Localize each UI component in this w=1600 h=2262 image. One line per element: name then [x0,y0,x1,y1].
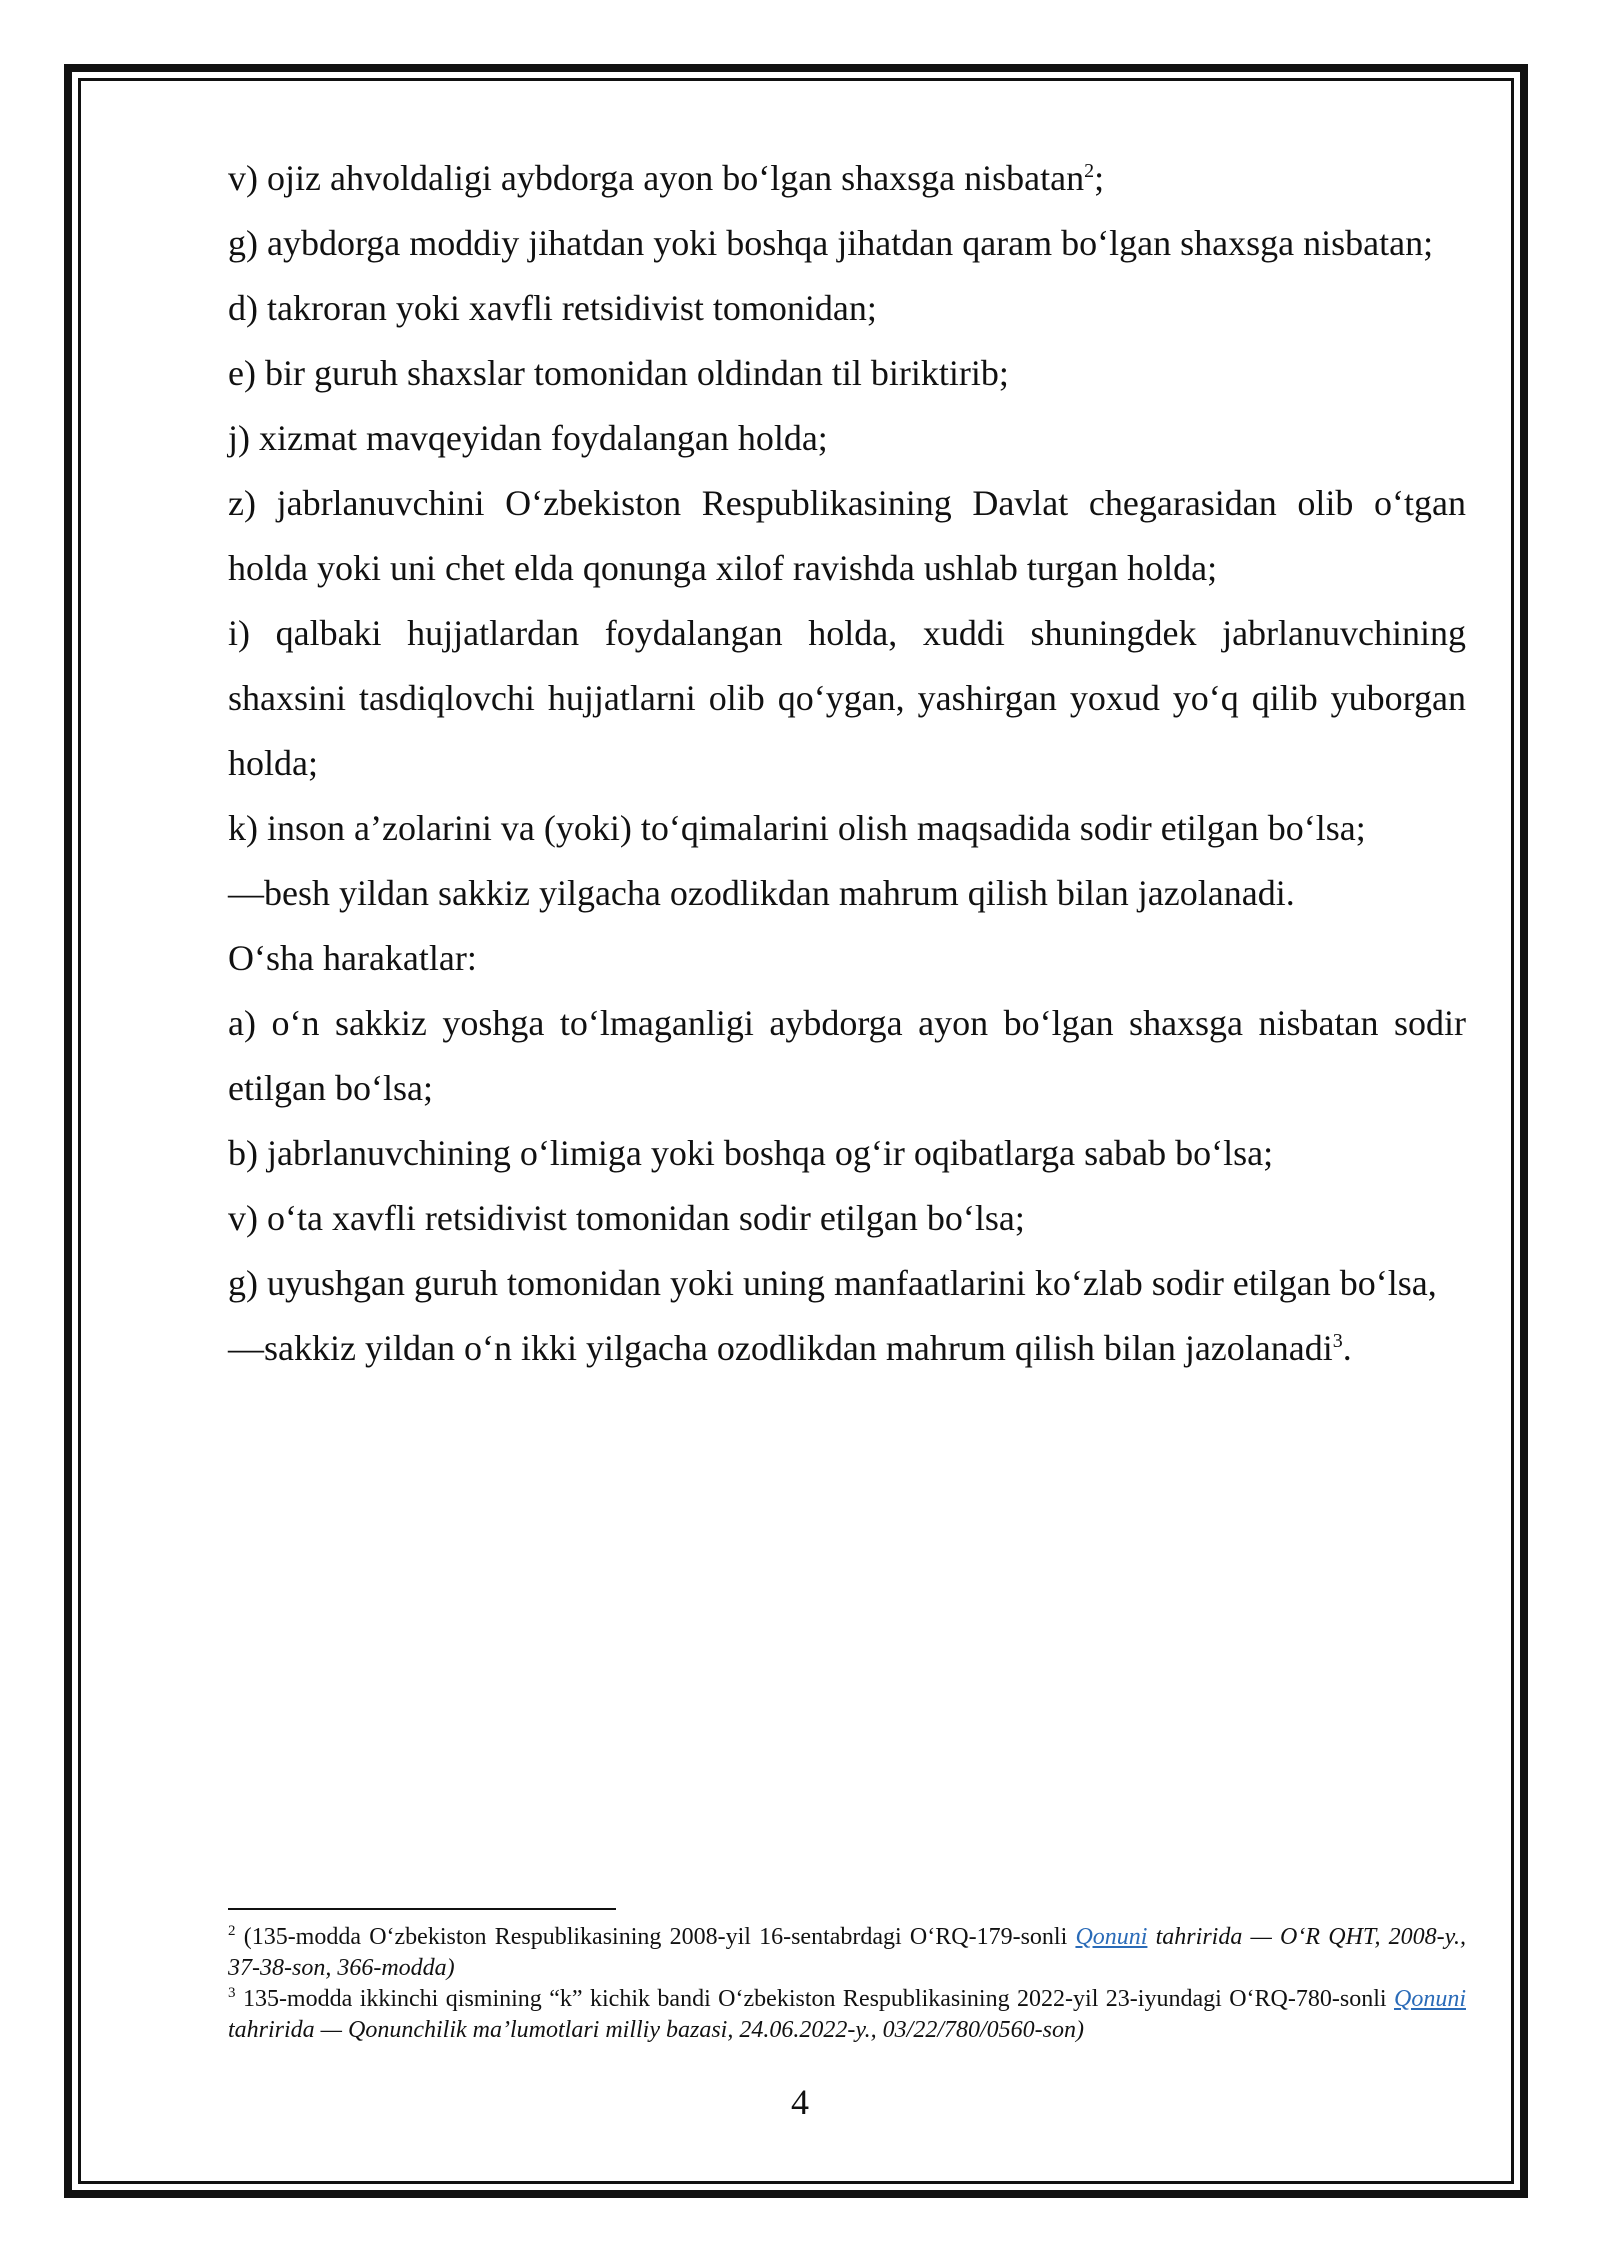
paragraph-a: a) o‘n sakkiz yoshga to‘lmaganligi aybdorga ayon bo‘lgan shaxsga nisbatan sodir etilgan bo‘lsa; [228,1003,1466,1108]
footnote-link[interactable]: Qonuni [1394,1986,1466,2012]
footnote-link[interactable]: Qonuni [1075,1924,1148,1950]
footnotes [228,1922,1466,2046]
footnote-2 [228,1922,1466,1984]
section-heading: O‘sha harakatlar: [228,938,477,978]
footnote-mark: 3 [228,1985,236,2001]
paragraph-text: v) ojiz ahvoldaligi aybdorga ayon bo‘lgan shaxsga nisbatan [228,158,1085,198]
paragraph-i: i) qalbaki hujjatlardan foydalangan holda, xuddi shuningdek jabrlanuvchining shaxsini tasdiqlovchi hujjatlarni olib qo‘ygan, yashirgan yoxud yo‘q qilib yuborgan holda; [228,613,1466,783]
paragraph-b: b) jabrlanuvchining o‘limiga yoki boshqa og‘ir oqibatlarga sabab bo‘lsa; [228,1133,1274,1173]
page-number: 4 [791,2082,809,2122]
paragraph-text: —sakkiz yildan o‘n ikki yilgacha ozodlikdan mahrum qilish bilan jazolanadi [228,1328,1333,1368]
penalty-line-1: —besh yildan sakkiz yilgacha ozodlikdan mahrum qilish bilan jazolanadi. [228,873,1295,913]
penalty-line-2 [228,1316,1466,1381]
main-text [228,146,1466,1381]
footnote-ref-3[interactable]: 3 [1332,1330,1343,1352]
paragraph-z: z) jabrlanuvchini O‘zbekiston Respublikasining Davlat chegarasidan olib o‘tgan holda yoki uni chet elda qonunga xilof ravishda ushlab turgan holda; [228,483,1466,588]
paragraph-v [228,146,1466,211]
footnote-source: tahririda — Qonunchilik ma’lumotlari milliy bazasi, 24.06.2022-y., 03/22/780/0560-son) [228,2017,1084,2043]
paragraph-v2: v) o‘ta xavfli retsidivist tomonidan sodir etilgan bo‘lsa; [228,1198,1025,1238]
paragraph-d: d) takroran yoki xavfli retsidivist tomonidan; [228,288,877,328]
footnote-source: tahririda — O‘R QHT, 2008-y., 37-38-son, 366-modda) [228,1924,1466,1981]
paragraph-k: k) inson a’zolarini va (yoki) to‘qimalarini olish maqsadida sodir etilgan bo‘lsa; [228,808,1366,848]
footnote-text: 135-modda ikkinchi qismining “k” kichik bandi O‘zbekiston Respublikasining 2022-yil 23-iyundagi O‘RQ-780-sonli [235,1986,1394,2012]
footnote-mark: 2 [228,1923,236,1939]
paragraph-tail: ; [1094,158,1105,198]
paragraph-j: j) xizmat mavqeyidan foydalangan holda; [228,418,828,458]
paragraph-e: e) bir guruh shaxslar tomonidan oldindan til biriktirib; [228,353,1009,393]
paragraph-tail: . [1342,1328,1352,1368]
paragraph-g2: g) uyushgan guruh tomonidan yoki uning manfaatlarini ko‘zlab sodir etilgan bo‘lsa, [228,1263,1437,1303]
footnote-text: (135-modda O‘zbekiston Respublikasining 2008-yil 16-sentabrdagi O‘RQ-179-sonli [235,1924,1076,1950]
footnote-ref-2[interactable]: 2 [1084,160,1095,182]
paragraph-g: g) aybdorga moddiy jihatdan yoki boshqa jihatdan qaram bo‘lgan shaxsga nisbatan; [228,223,1434,263]
footnote-3 [228,1984,1466,2046]
footnote-separator [228,1908,616,1910]
